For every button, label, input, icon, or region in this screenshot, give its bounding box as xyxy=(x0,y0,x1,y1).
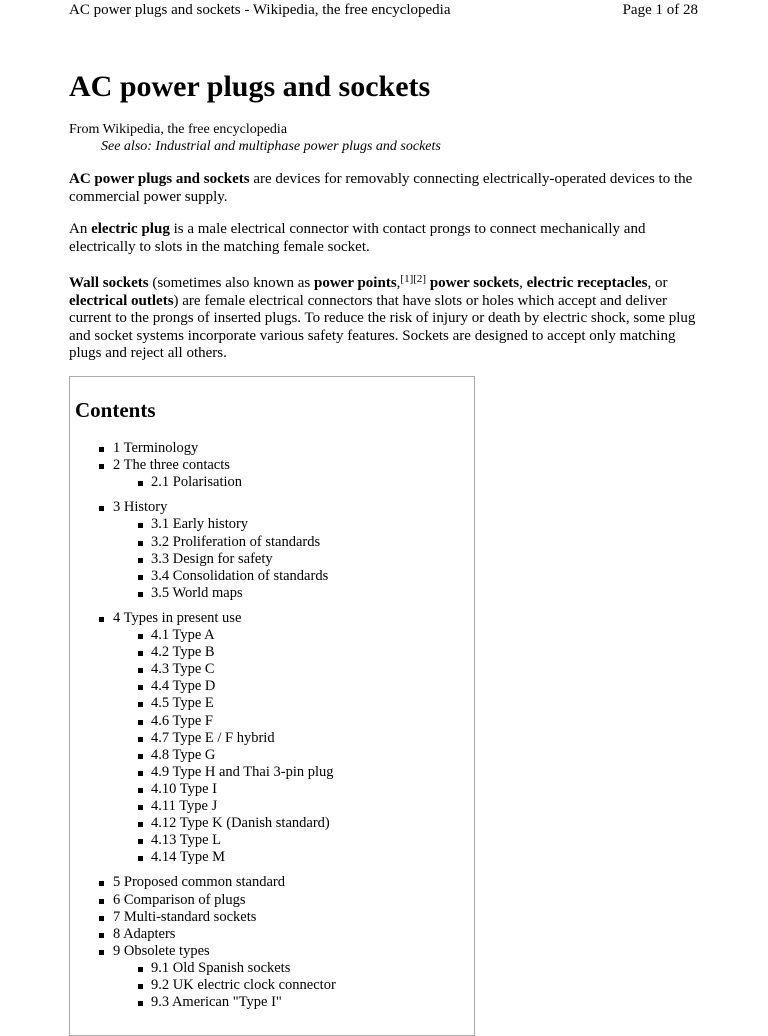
toc-item-label: 4.9 Type H and Thai 3-pin plug xyxy=(151,763,334,780)
wall-sockets-paragraph xyxy=(69,275,709,363)
toc-item[interactable] xyxy=(151,661,215,678)
toc-item-label: 9 Obsolete types xyxy=(113,942,210,959)
toc-item[interactable] xyxy=(151,747,215,764)
term-ac-power-plugs: AC power plugs and sockets xyxy=(69,171,250,187)
toc-item-label: 4 Types in present use xyxy=(113,609,242,626)
bullet-icon xyxy=(138,822,143,827)
toc-item-label: 4.10 Type I xyxy=(151,780,217,797)
bullet-icon xyxy=(138,967,143,972)
bullet-icon xyxy=(99,447,104,452)
bullet-icon xyxy=(138,575,143,580)
toc-item[interactable] xyxy=(113,892,246,909)
paragraph-text: (sometimes also known as xyxy=(148,275,314,291)
toc-item-label: 9.2 UK electric clock connector xyxy=(151,977,336,993)
toc-item-label: 3.1 Early history xyxy=(151,516,249,533)
term-power-points: power points xyxy=(314,275,397,291)
toc-item[interactable] xyxy=(151,516,248,533)
citation-link[interactable]: [1][2] xyxy=(400,273,427,285)
toc-item-label: 4.2 Type B xyxy=(151,644,215,661)
toc-item-label: 4.5 Type E xyxy=(151,695,214,712)
bullet-icon xyxy=(138,523,143,528)
bullet-icon xyxy=(138,856,143,861)
page-title: AC power plugs and sockets xyxy=(69,70,431,103)
toc-item[interactable] xyxy=(151,627,215,644)
toc-item-label: 6 Comparison of plugs xyxy=(113,891,246,908)
paragraph-text: are devices for removably connecting electrically-operated devices to the commercial power supply. xyxy=(69,171,693,205)
toc-item-label: 4.4 Type D xyxy=(151,678,216,695)
toc-item-label: 4.7 Type E / F hybrid xyxy=(151,729,275,746)
paragraph-text: An xyxy=(69,221,92,237)
toc-item-label: 4.6 Type F xyxy=(151,712,213,729)
paragraph-text: , xyxy=(396,275,401,291)
page-number: Page 1 of 28 xyxy=(622,2,698,18)
print-header-title: AC power plugs and sockets - Wikipedia, the free encyclopedia xyxy=(69,2,451,18)
toc-item-label: 8 Adapters xyxy=(113,925,176,942)
toc-item-label: 3.4 Consolidation of standards xyxy=(151,567,329,584)
toc-item-label: 1 Terminology xyxy=(113,440,199,456)
bullet-icon xyxy=(138,839,143,844)
toc-item[interactable] xyxy=(151,474,242,491)
bullet-icon xyxy=(99,916,104,921)
bullet-icon xyxy=(138,788,143,793)
toc-item-label: 3 History xyxy=(113,499,168,516)
bullet-icon xyxy=(138,541,143,546)
toc-item[interactable] xyxy=(151,644,215,661)
toc-title: Contents xyxy=(75,398,156,422)
intro-paragraph xyxy=(69,171,709,206)
bullet-icon xyxy=(99,899,104,904)
bullet-icon xyxy=(138,668,143,673)
bullet-icon xyxy=(138,651,143,656)
toc-item[interactable] xyxy=(151,534,320,551)
toc-item[interactable] xyxy=(151,798,217,815)
bullet-icon xyxy=(138,720,143,725)
toc-item[interactable] xyxy=(151,781,217,798)
bullet-icon xyxy=(138,754,143,759)
toc-item[interactable] xyxy=(151,815,330,832)
toc-item-label: 9.3 American "Type I" xyxy=(151,994,282,1011)
toc-item[interactable] xyxy=(113,610,241,627)
bullet-icon xyxy=(99,881,104,886)
term-electric-receptacles: electric receptacles xyxy=(526,275,648,291)
bullet-icon xyxy=(138,805,143,810)
toc-item-label: 2 The three contacts xyxy=(113,457,230,474)
toc-item[interactable] xyxy=(151,849,225,866)
bullet-icon xyxy=(138,1001,143,1006)
toc-item-label: 5 Proposed common standard xyxy=(113,874,285,891)
bullet-icon xyxy=(138,771,143,776)
toc-item-label: 7 Multi-standard sockets xyxy=(113,908,257,925)
toc-item[interactable] xyxy=(151,713,213,730)
from-line: From Wikipedia, the free encyclopedia xyxy=(69,122,288,137)
bullet-icon xyxy=(138,634,143,639)
toc-item[interactable] xyxy=(113,926,175,943)
toc-item-label: 4.11 Type J xyxy=(151,798,218,814)
toc-item[interactable] xyxy=(151,678,215,695)
toc-item[interactable] xyxy=(113,874,285,891)
bullet-icon xyxy=(138,702,143,707)
toc-item-label: 2.1 Polarisation xyxy=(151,474,243,491)
toc-item[interactable] xyxy=(151,730,275,747)
term-power-sockets: power sockets xyxy=(429,275,520,291)
toc-item-label: 3.3 Design for safety xyxy=(151,550,273,567)
bullet-icon xyxy=(138,481,143,486)
toc-item[interactable] xyxy=(113,440,198,457)
toc-item-label: 4.3 Type C xyxy=(151,661,215,678)
paragraph-text: is a male electrical connector with contact prongs to connect mechanically and electrically to slots in the matching female socket. xyxy=(69,221,646,255)
toc-item[interactable] xyxy=(151,568,328,585)
toc-item[interactable] xyxy=(151,977,336,994)
toc-item-label: 4.12 Type K (Danish standard) xyxy=(151,815,330,832)
bullet-icon xyxy=(99,617,104,622)
see-also-link[interactable]: See also: Industrial and multiphase power plugs and sockets xyxy=(101,139,441,154)
toc-item[interactable] xyxy=(151,832,221,849)
toc-item[interactable] xyxy=(151,960,290,977)
bullet-icon xyxy=(99,464,104,469)
toc-item-label: 4.1 Type A xyxy=(151,627,215,643)
bullet-icon xyxy=(138,558,143,563)
bullet-icon xyxy=(138,592,143,597)
electric-plug-paragraph xyxy=(69,221,709,256)
term-wall-sockets: Wall sockets xyxy=(69,275,149,291)
print-header xyxy=(69,1,698,21)
term-electrical-outlets: electrical outlets xyxy=(69,292,174,309)
toc-item[interactable] xyxy=(151,764,334,781)
bullet-icon xyxy=(99,933,104,938)
toc-item-label: 4.14 Type M xyxy=(151,849,226,866)
toc-item[interactable] xyxy=(113,499,167,516)
toc-item[interactable] xyxy=(151,994,282,1011)
toc-item[interactable] xyxy=(113,943,210,960)
table-of-contents xyxy=(69,376,475,1036)
toc-item-label: 9.1 Old Spanish sockets xyxy=(151,959,291,976)
term-electric-plug: electric plug xyxy=(91,221,170,237)
toc-item-label: 3.2 Proliferation of standards xyxy=(151,533,321,550)
toc-item-label: 4.8 Type G xyxy=(151,746,216,763)
toc-item[interactable] xyxy=(151,585,243,602)
bullet-icon xyxy=(138,685,143,690)
toc-item[interactable] xyxy=(113,457,230,474)
toc-item[interactable] xyxy=(151,695,214,712)
bullet-icon xyxy=(138,984,143,989)
toc-item-label: 4.13 Type L xyxy=(151,832,222,849)
bullet-icon xyxy=(138,737,143,742)
bullet-icon xyxy=(99,950,104,955)
toc-item[interactable] xyxy=(113,909,256,926)
toc-item-label: 3.5 World maps xyxy=(151,584,243,601)
paragraph-text: ) are female electrical connectors that have slots or holes which accept and deliver current to the prongs of inserted plugs. To reduce the risk of injury or death by electric shock, some plug and socket systems incorporate various safety features. Sockets are designed to accept only matching plugs and reject all others. xyxy=(69,292,696,361)
bullet-icon xyxy=(99,506,104,511)
toc-item[interactable] xyxy=(151,551,273,568)
paragraph-text: , xyxy=(519,275,527,291)
paragraph-text: , or xyxy=(647,275,668,291)
